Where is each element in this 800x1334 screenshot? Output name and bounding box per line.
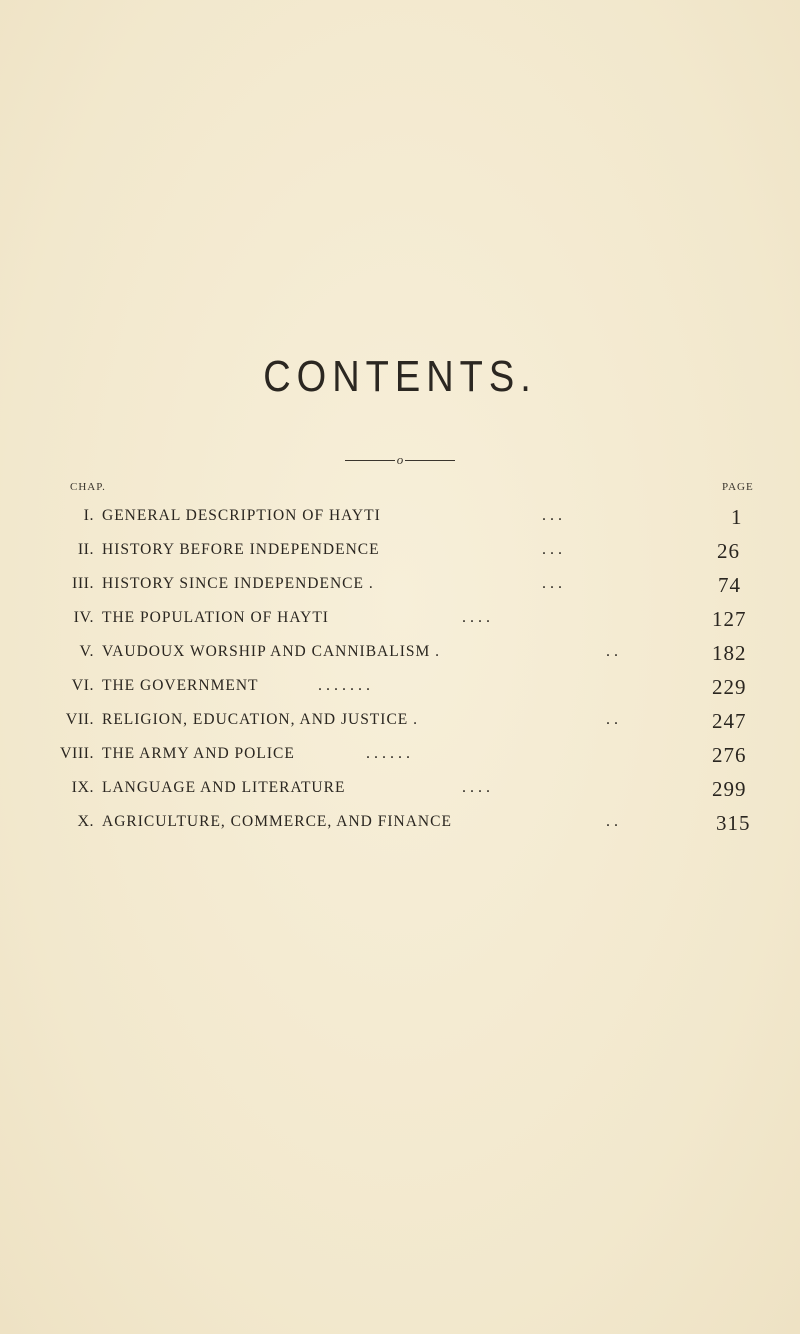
- chapter-number: III.: [72, 575, 94, 592]
- dot-leaders: . .: [606, 813, 618, 830]
- toc-entry[interactable]: [0, 575, 800, 605]
- page-number: 315: [716, 811, 751, 835]
- title-ornament: [320, 452, 480, 468]
- page-number: 229: [712, 675, 747, 699]
- page-column-header: PAGE: [722, 481, 754, 493]
- ornament-rule-right: [405, 460, 455, 461]
- chapter-title: THE POPULATION OF HAYTI: [102, 609, 329, 626]
- chapter-number: X.: [77, 813, 94, 830]
- chapter-number: IV.: [73, 609, 94, 626]
- dot-leaders: . . . . . . .: [318, 677, 370, 694]
- chapter-number: VIII.: [59, 745, 94, 762]
- chapter-number: V.: [79, 643, 94, 660]
- page-number: 1: [731, 505, 743, 529]
- dot-leaders: . . . . . .: [366, 745, 410, 762]
- page-number: 299: [712, 777, 747, 801]
- dot-leaders: . . . .: [462, 609, 490, 626]
- toc-entry[interactable]: [0, 779, 800, 809]
- dot-leaders: . .: [606, 711, 618, 728]
- dot-leaders: . . . .: [462, 779, 490, 796]
- ornament-rule-left: [345, 460, 395, 461]
- dot-leaders: . . .: [542, 507, 562, 524]
- chapter-title: VAUDOUX WORSHIP AND CANNIBALISM .: [102, 643, 441, 660]
- chapter-title: HISTORY SINCE INDEPENDENCE .: [102, 575, 374, 592]
- chapter-title: HISTORY BEFORE INDEPENDENCE: [102, 541, 380, 558]
- chapter-number: VI.: [71, 677, 94, 694]
- chapter-title: GENERAL DESCRIPTION OF HAYTI: [102, 507, 381, 524]
- chapter-title: LANGUAGE AND LITERATURE: [102, 779, 346, 796]
- chapter-title: RELIGION, EDUCATION, AND JUSTICE .: [102, 711, 418, 728]
- page-number: 276: [712, 743, 747, 767]
- chapter-number: VII.: [65, 711, 94, 728]
- toc-entry[interactable]: [0, 711, 800, 741]
- page-number: 26: [717, 539, 740, 563]
- toc-entry[interactable]: [0, 507, 800, 537]
- chapter-number: IX.: [71, 779, 94, 796]
- dot-leaders: . . .: [542, 575, 562, 592]
- chapter-number: II.: [77, 541, 94, 558]
- page-number: 127: [712, 607, 747, 631]
- toc-entry[interactable]: [0, 643, 800, 673]
- chapter-title: AGRICULTURE, COMMERCE, AND FINANCE: [102, 813, 452, 830]
- chapter-number: I.: [83, 507, 94, 524]
- page-number: 247: [712, 709, 747, 733]
- ornament-mark: o: [396, 452, 404, 467]
- toc-entry[interactable]: [0, 541, 800, 571]
- chapter-title: THE ARMY AND POLICE: [102, 745, 295, 762]
- toc-entry[interactable]: [0, 813, 800, 843]
- dot-leaders: . . .: [542, 541, 562, 558]
- dot-leaders: . .: [606, 643, 618, 660]
- page-number: 182: [712, 641, 747, 665]
- chapter-column-header: CHAP.: [70, 481, 106, 493]
- page-title: CONTENTS.: [263, 353, 537, 402]
- toc-entry[interactable]: [0, 677, 800, 707]
- toc-entry[interactable]: [0, 745, 800, 775]
- page-number: 74: [718, 573, 741, 597]
- toc-entry[interactable]: [0, 609, 800, 639]
- chapter-title: THE GOVERNMENT: [102, 677, 259, 694]
